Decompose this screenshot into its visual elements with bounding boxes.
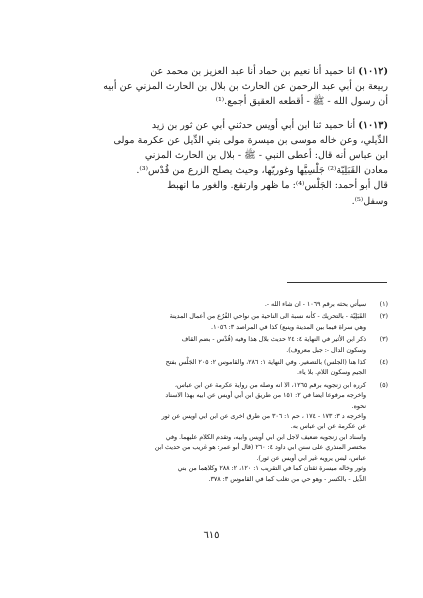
footnote-line: واخرجه د ٣: ١٧٣ - ١٧٤ ، حم ١: ٣٠٦ من طرق اخرى عن ابن ابي اويس عن ثور	[161, 413, 366, 421]
text-line: قال أبو أحمد: الجَلْس⁽⁴⁾: ما ظهر وارتفع. والغور ما انهبط	[167, 180, 388, 192]
footnote-line: واسناد ابن زنجويه ضعيف لاجل ابن ابي أويس وابيه، وتقدم الكلام عليهما. وفي	[165, 433, 366, 441]
footnote-line: مختصر المنذري على سنن ابي داود ٤: ٢٦٠ (قال أبو عمر: هو غريب من حديث ابن	[154, 444, 366, 452]
footnote-line: واخرجه مرفوعا ايضا في ٢: ١٥١ من طريق ابن أبي أويس عن ابيه بهذا الاسناد	[165, 392, 366, 400]
hadith-1012	[38, 64, 388, 110]
footnote-line: وسكون الدال -: جبل معروف).	[286, 346, 366, 354]
page-number: ٦١٥	[203, 530, 220, 541]
footnote-number: (٥)	[379, 381, 388, 389]
footnote-text	[38, 335, 366, 356]
footnote	[38, 335, 388, 356]
text-line: أنا حميد ثنا ابن أبي أويس حدثني أبي عن ثور بن زيد	[151, 119, 356, 131]
footnote	[38, 300, 388, 310]
footnote-text	[38, 358, 366, 379]
hadith-number: (١٠١٣)	[358, 119, 388, 131]
main-text	[38, 64, 388, 217]
footnote-number: (٤)	[379, 359, 388, 367]
footnote-number: (٣)	[379, 336, 388, 344]
footnote-line: القَبَلِيّة - بالتحريك - كأنه نسبة الى الناحية من نواحي الفُرُع من أعمال المدينة	[169, 313, 366, 321]
footnote-line: الجيم وسكون اللام. بلا ياء.	[297, 369, 366, 377]
footnote-line: سيأتي بحثه برقم ١٠٦٩ - ان شاء الله -.	[264, 301, 366, 308]
footnote-line: كرره ابن زنجويه برقم ١٢٦٥، الا انه وصله من رواية عكرمة عن ابن عباس،	[174, 381, 366, 389]
footnote-line: عباس، ليس يرويه غير ابي أويس عن ثور).	[256, 454, 366, 462]
footnote-line: وهي سراة فيما بين المدينة وينبع) كذا في المراصد ٣: ١٠٥٦.	[211, 323, 366, 331]
text-line: وسفل⁽⁵⁾.	[351, 195, 388, 207]
footnote-number: (٢)	[379, 313, 388, 321]
text-line: ربيعة بن أبي عبد الرحمن عن الحارث بن بلال بن الحارث المزني عن أبيه	[103, 81, 388, 93]
footnote-divider	[287, 282, 387, 283]
hadith-1013	[38, 118, 388, 209]
text-line: الدِّيلي، وعن خاله موسى بن ميسرة مولى بني الدِّيل عن عكرمة مولى	[113, 134, 388, 146]
text-line: ابن عباس أنه قال: أعطى النبي - ﷺ - بلال بن الحارث المزني	[144, 150, 388, 162]
footnote-text	[38, 381, 366, 485]
footnote	[38, 381, 388, 485]
text-line: أن رسول الله - ﷺ - أقطعه العقيق أجمع.⁽¹⁾	[215, 96, 388, 108]
footnote-line: الدِّيل - بالكسر - وهو حي من تغلب كما في القاموس ٣: ٣٧٨.	[208, 475, 366, 483]
footnote-text	[38, 312, 366, 333]
footnote	[38, 358, 388, 379]
footnote-line: ذكر ابن الأثير في النهاية ٤: ٢٤ حديث بلال هذا وفيه (قُدْس - بضم القاف	[181, 336, 366, 344]
footnote-text	[38, 300, 366, 310]
footnote	[38, 312, 388, 333]
text-line: انا حميد أنا نعيم بن حماد أنا عبد العزيز بن محمد عن	[150, 66, 356, 77]
text-line: معادن القَبَلِيّة⁽²⁾ جَلْسِيَّها وغوريّها، وحيث يصلح الزرع من قُدْس⁽³⁾.	[136, 165, 388, 177]
footnote-line: نحوه.	[351, 402, 366, 410]
hadith-number: (١٠١٢)	[358, 66, 388, 77]
footnotes	[38, 300, 388, 487]
footnote-line: كذا هنا (الجلس) بالتصغير. وفي النهاية ١: ٢٨٦، والقاموس ٢: ٢٠٥ الجَلْس بفتح	[165, 359, 366, 367]
footnote-line: عن عكرمة عن ابن عباس به.	[290, 423, 366, 431]
footnote-number: (١)	[379, 301, 388, 308]
footnote-line: وثور وخاله ميسرة ثقتان كما في التقريب ١: ١٢٠، ٢: ٢٨٨ وكلاهما من بني	[177, 465, 366, 473]
